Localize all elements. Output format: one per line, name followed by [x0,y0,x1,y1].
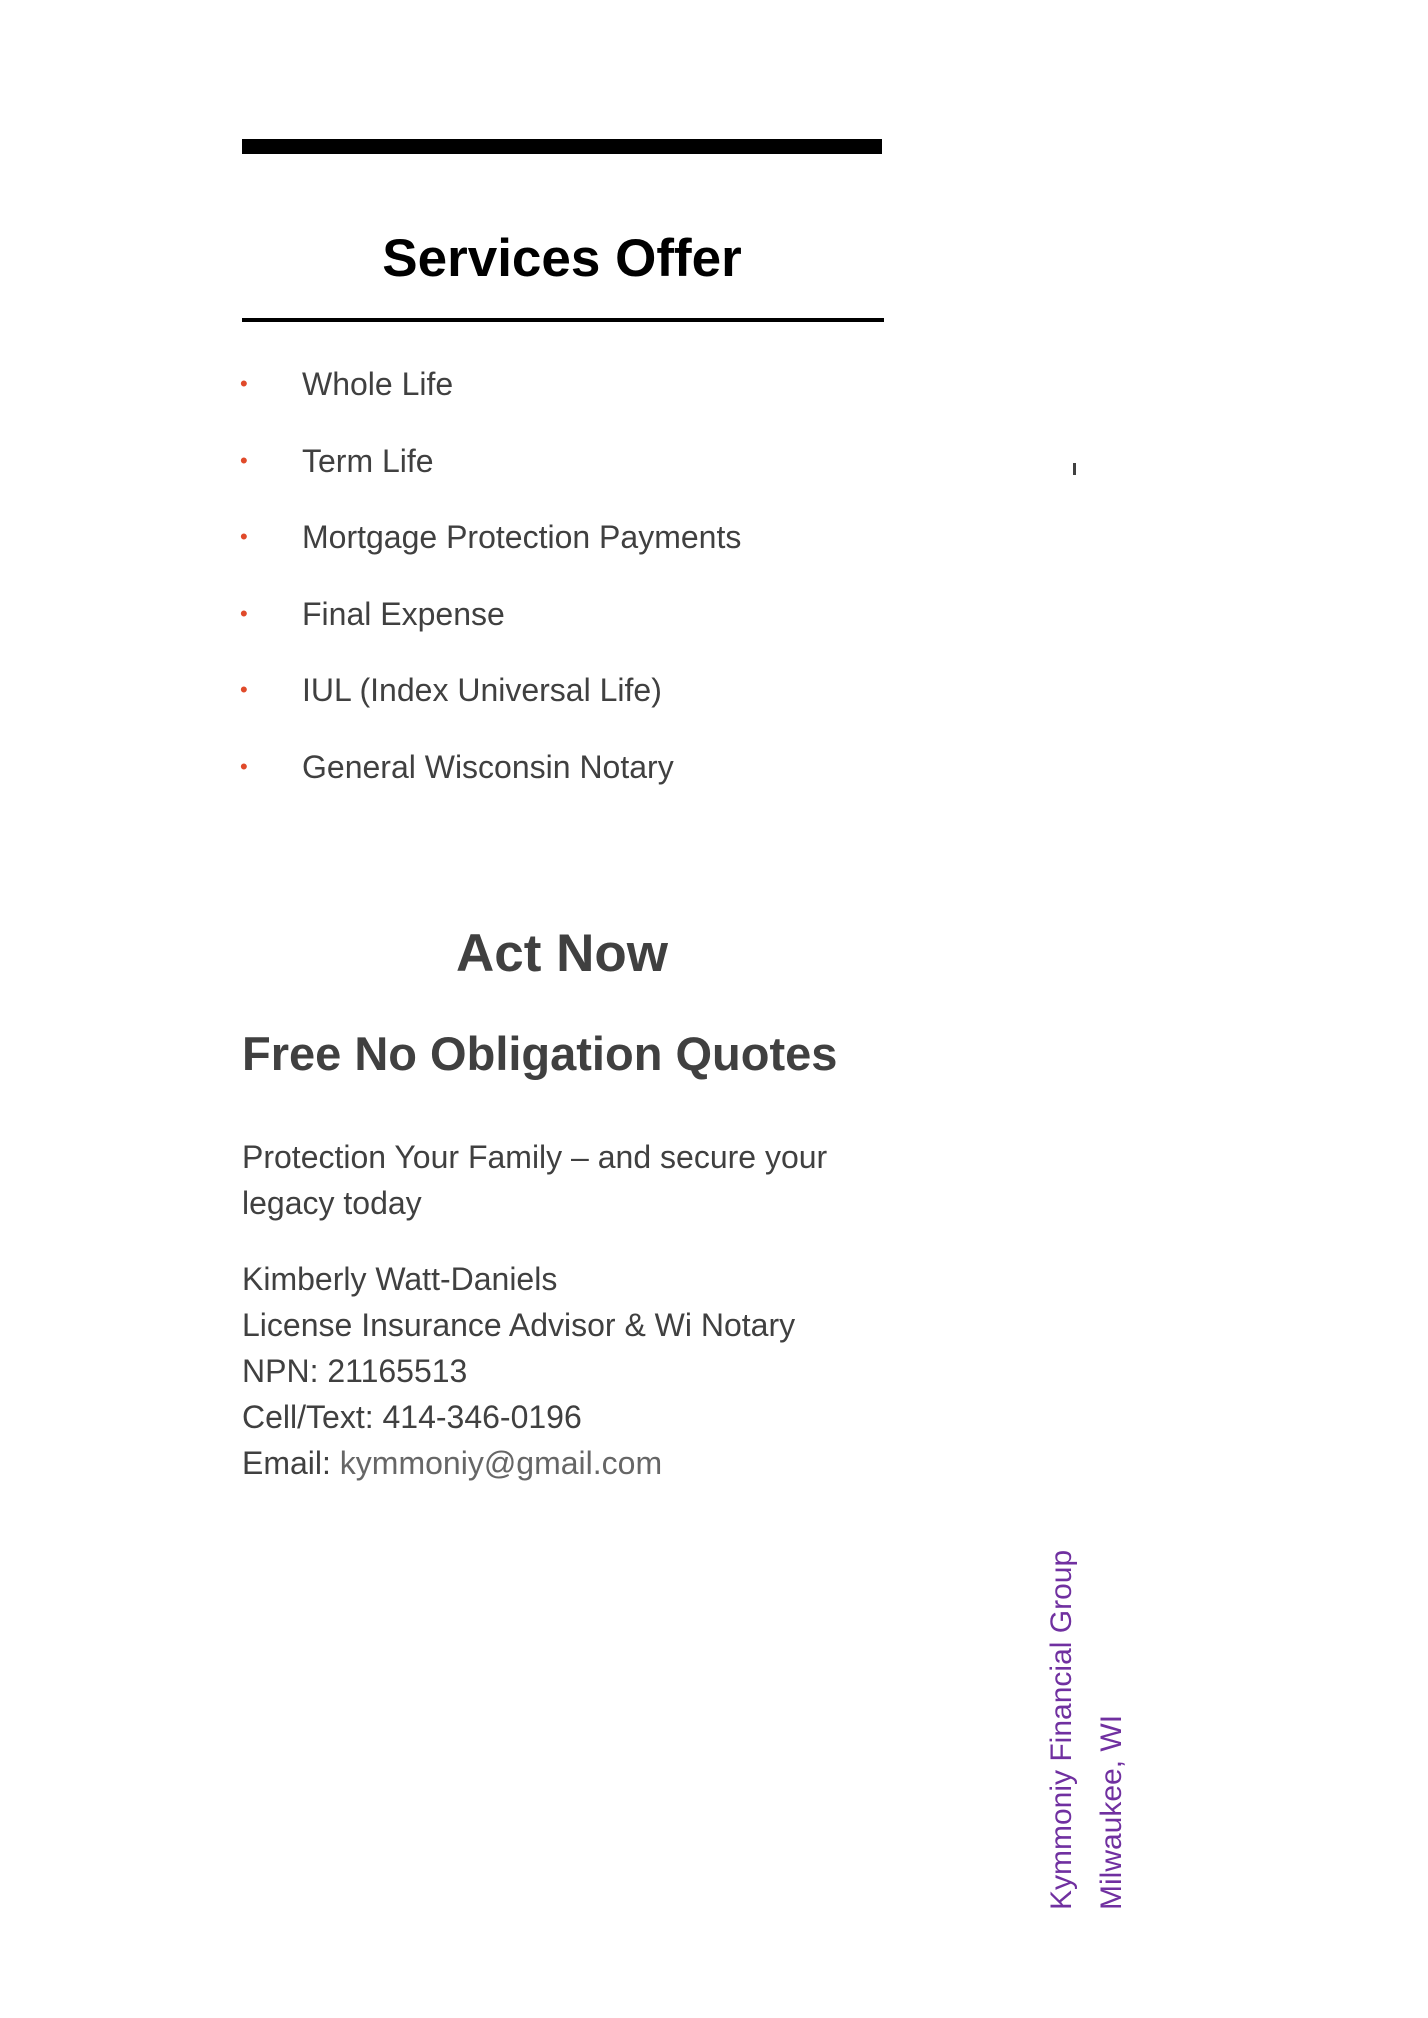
contact-email-row [242,1440,795,1486]
service-item-label: Final Expense [302,595,505,632]
bullet-icon: • [240,677,248,703]
company-name: Kymmoniy Financial Group [1045,1549,1078,1910]
title-underline [242,318,884,322]
company-sidebar [1045,1550,1155,1910]
act-now-headline: Act Now [456,924,668,983]
company-location: Milwaukee, WI [1095,1714,1128,1910]
tagline: Protection Your Family – and secure your legacy today [242,1139,828,1221]
service-item-label: General Wisconsin Notary [302,748,674,785]
contact-role: License Insurance Advisor & Wi Notary [242,1307,796,1343]
contact-block [242,1256,795,1486]
service-item-label: IUL (Index Universal Life) [302,672,662,709]
stray-mark [1073,463,1076,475]
service-item-label: Term Life [302,442,434,479]
email-link[interactable]: kymmoniy@gmail.com [339,1445,663,1481]
contact-npn: NPN: 21165513 [242,1353,468,1389]
service-item-label: Mortgage Protection Payments [302,519,742,556]
contact-name: Kimberly Watt-Daniels [242,1261,558,1297]
quotes-heading: Free No Obligation Quotes [242,1027,838,1080]
contact-phone: Cell/Text: 414-346-0196 [242,1399,582,1435]
bullet-icon: • [240,600,248,626]
email-label: Email: [242,1445,340,1481]
service-item-label: Whole Life [302,366,454,402]
services-title: Services Offer [382,229,742,288]
bullet-icon: • [240,371,248,396]
bullet-icon: • [240,753,248,779]
bullet-icon: • [240,447,248,473]
top-divider-bar [242,139,882,154]
bullet-icon: • [240,524,248,550]
